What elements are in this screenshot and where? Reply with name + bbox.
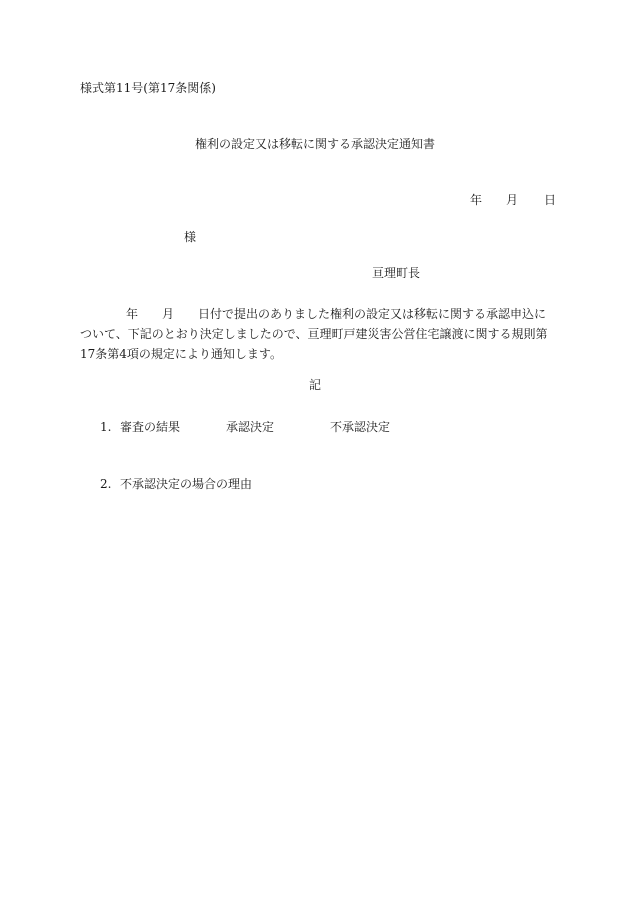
body-month-label: 月 [162, 307, 175, 321]
option-reject: 不承認決定 [330, 420, 391, 434]
ki-heading: 記 [308, 378, 321, 392]
item-rejection-reason [100, 477, 252, 491]
addressee-suffix: 様 [184, 230, 197, 244]
body-year-label: 年 [126, 307, 139, 321]
date-day-label: 日 [544, 193, 557, 207]
date-year-label: 年 [470, 193, 483, 207]
issuer-name: 亘理町長 [372, 266, 421, 280]
date-line [470, 193, 556, 207]
item-number: 1. [100, 420, 112, 434]
item-label: 不承認決定の場合の理由 [120, 477, 253, 491]
item-number: 2. [100, 477, 112, 491]
option-approve: 承認決定 [226, 420, 275, 434]
form-number: 様式第11号(第17条関係) [80, 81, 216, 95]
item-label: 審査の結果 [120, 420, 181, 434]
item-review-result [100, 420, 390, 434]
document-title: 権利の設定又は移転に関する承認決定通知書 [194, 137, 435, 151]
body-text: 日付で提出のありました権利の設定又は移転に関する承認申込について、下記のとおり決定しましたので、亘理町戸建災害公営住宅譲渡に関する規則第17条第4項の規定により通知します。 [80, 307, 548, 361]
body-paragraph [80, 304, 550, 364]
date-month-label: 月 [506, 193, 519, 207]
